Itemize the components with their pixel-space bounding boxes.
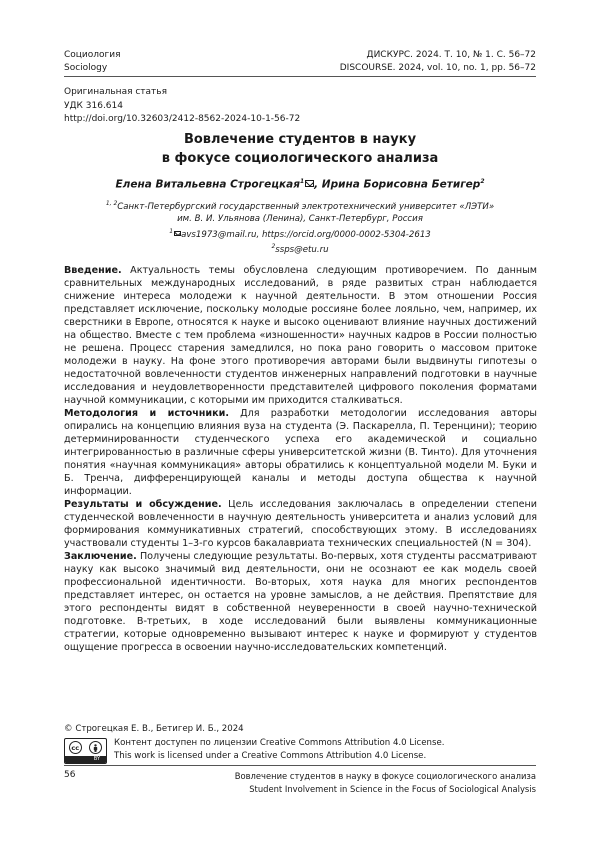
running-title xyxy=(235,770,536,795)
cc-icon: cc xyxy=(69,741,82,754)
article-meta xyxy=(64,86,300,127)
results-text: Цель исследования заключалась в определении степени студенческой вовлеченности в научную деятельность университета и анализ условий для формирования коммуникативных стратегий, способствующих этому. В исследованиях участвовали студенты 1–3-го курсов бакалавриата технических специальностей (N = 304). xyxy=(64,499,537,549)
title-line-2: в фокусе социологического анализа xyxy=(161,150,439,166)
doi-link[interactable]: http://doi.org/10.32603/2412-8562-2024-10-1-56-72 xyxy=(64,114,301,124)
page-number: 56 xyxy=(64,770,76,780)
license-text xyxy=(114,737,445,762)
copyright: © Строгецкая Е. В., Бетигер И. Б., 2024 xyxy=(64,724,244,734)
affiliation-line-2: им. В. И. Ульянова (Ленина), Санкт-Петербург, Россия xyxy=(177,214,423,225)
title-line-1: Вовлечение студентов в науку xyxy=(183,132,417,147)
methods-label: Методология и источники. xyxy=(64,408,230,419)
envelope-icon xyxy=(174,231,181,236)
abstract xyxy=(64,264,537,654)
journal-section xyxy=(64,49,121,74)
affiliation-university: Санкт-Петербургский государственный электротехнический университет «ЛЭТИ» xyxy=(117,201,495,212)
email-2[interactable]: ssps@etu.ru xyxy=(275,245,329,256)
intro-label: Введение. xyxy=(64,265,122,276)
author-separator: , xyxy=(314,178,322,191)
affiliation-line-1 xyxy=(0,198,600,213)
abstract-methods xyxy=(64,407,537,498)
abstract-results xyxy=(64,498,537,550)
results-label: Результаты и обсуждение. xyxy=(64,499,222,510)
cc-by-badge[interactable] xyxy=(64,738,107,764)
running-title-en: Student Involvement in Science in the Focus of Sociological Analysis xyxy=(249,783,536,794)
udc-code: УДК 316.614 xyxy=(64,100,123,111)
journal-citation xyxy=(340,49,536,74)
article-title xyxy=(0,131,600,168)
email-1[interactable]: avs1973@mail.ru, https://orcid.org/0000-0002-5304-2613 xyxy=(181,229,431,240)
running-title-ru: Вовлечение студентов в науку в фокусе социологического анализа xyxy=(234,771,536,781)
author-1: Елена Витальевна Строгецкая xyxy=(115,178,300,191)
article-type: Оригинальная статья xyxy=(64,87,168,97)
affiliations xyxy=(0,198,600,257)
citation-en: DISCOURSE. 2024, vol. 10, no. 1, pp. 56–72 xyxy=(339,62,536,73)
license-ru: Контент доступен по лицензии Creative Commons Attribution 4.0 License. xyxy=(114,738,445,748)
affiliation-sup: 1, 2 xyxy=(105,200,118,207)
intro-text: Актуальность темы обусловлена следующим противоречием. По данным сравнительных международных исследований, в ряде развитых стран наблюдается снижение интереса молодежи к научной деятельности. В этом отношении Россия представляет исключение, поскольку молодые россияне более лояльно, чем, например, их сверстники в Европе, относятся к науке и высоко оценивают влияние научных достижений на общество. Вместе с тем проблема «изношенности» научных кадров в России полностью не решена. Процесс старения замедлился, но пока рано говорить о массовом притоке молодежи в науку. На фоне этого противоречия авторами были выдвинуты гипотезы о недостаточной вовлеченности студентов инженерных направлений подготовки в научные исследования и неудовлетворенности представителей цифрового поколения форматами научной коммуникации, с которыми им приходится сталкиваться. xyxy=(64,265,537,406)
header-divider xyxy=(64,76,536,77)
citation-ru: ДИСКУРС. 2024. Т. 10, № 1. С. 56–72 xyxy=(366,50,536,60)
email-2-sup: 2 xyxy=(271,243,276,251)
methods-text: Для разработки методологии исследования авторы опирались на концепцию влияния вуза на студента (Э. Паскарелла, П. Теренцини); теорию детерминированности студенческого успеха его академической и социально интегрированностью в различные сферы университетской жизни (В. Тинто). Для уточнения понятия «научная коммуникация» авторы обратились к концептуальной модели М. Буки и Б. Тренча, дифференцирующей каналы и методы доступа общества к научной информации. xyxy=(64,408,537,497)
envelope-icon xyxy=(305,180,314,187)
conclusion-text: Получены следующие результаты. Во-первых, хотя студенты рассматривают науку как высоко значимый вид деятельности, они не осознают ее как модель своей профессиональной идентичности. Во-вторых, хотя наука для многих респондентов представляет интерес, он остается на уровне замыслов, а не действия. Препятствие для этого респонденты видят в собственной неуверенности в своей научно-технической подготовке. В-третьих, в ходе исследований были выявлены коммуникационные стратегии, которые одновременно вызывают интерес к науке и формируют у студентов ощущение прогресса в освоении научно-исследовательских компетенций. xyxy=(64,551,537,653)
section-name-en: Sociology xyxy=(64,62,108,73)
license-en: This work is licensed under a Creative Commons Attribution 4.0 License. xyxy=(114,750,427,761)
author-list xyxy=(0,178,600,191)
section-name-ru: Социология xyxy=(64,50,121,60)
abstract-conclusion xyxy=(64,550,537,654)
by-label: BY xyxy=(65,756,106,763)
email-line-2 xyxy=(0,241,600,256)
footer-divider xyxy=(64,765,536,766)
author-2-sup: 2 xyxy=(480,178,485,185)
person-icon xyxy=(89,741,102,754)
email-1-sup: 1 xyxy=(169,227,174,235)
abstract-introduction xyxy=(64,264,537,407)
author-2: Ирина Борисовна Бетигер xyxy=(321,178,481,191)
conclusion-label: Заключение. xyxy=(64,551,137,562)
email-line-1 xyxy=(0,226,600,241)
author-1-sup: 1 xyxy=(299,178,305,185)
